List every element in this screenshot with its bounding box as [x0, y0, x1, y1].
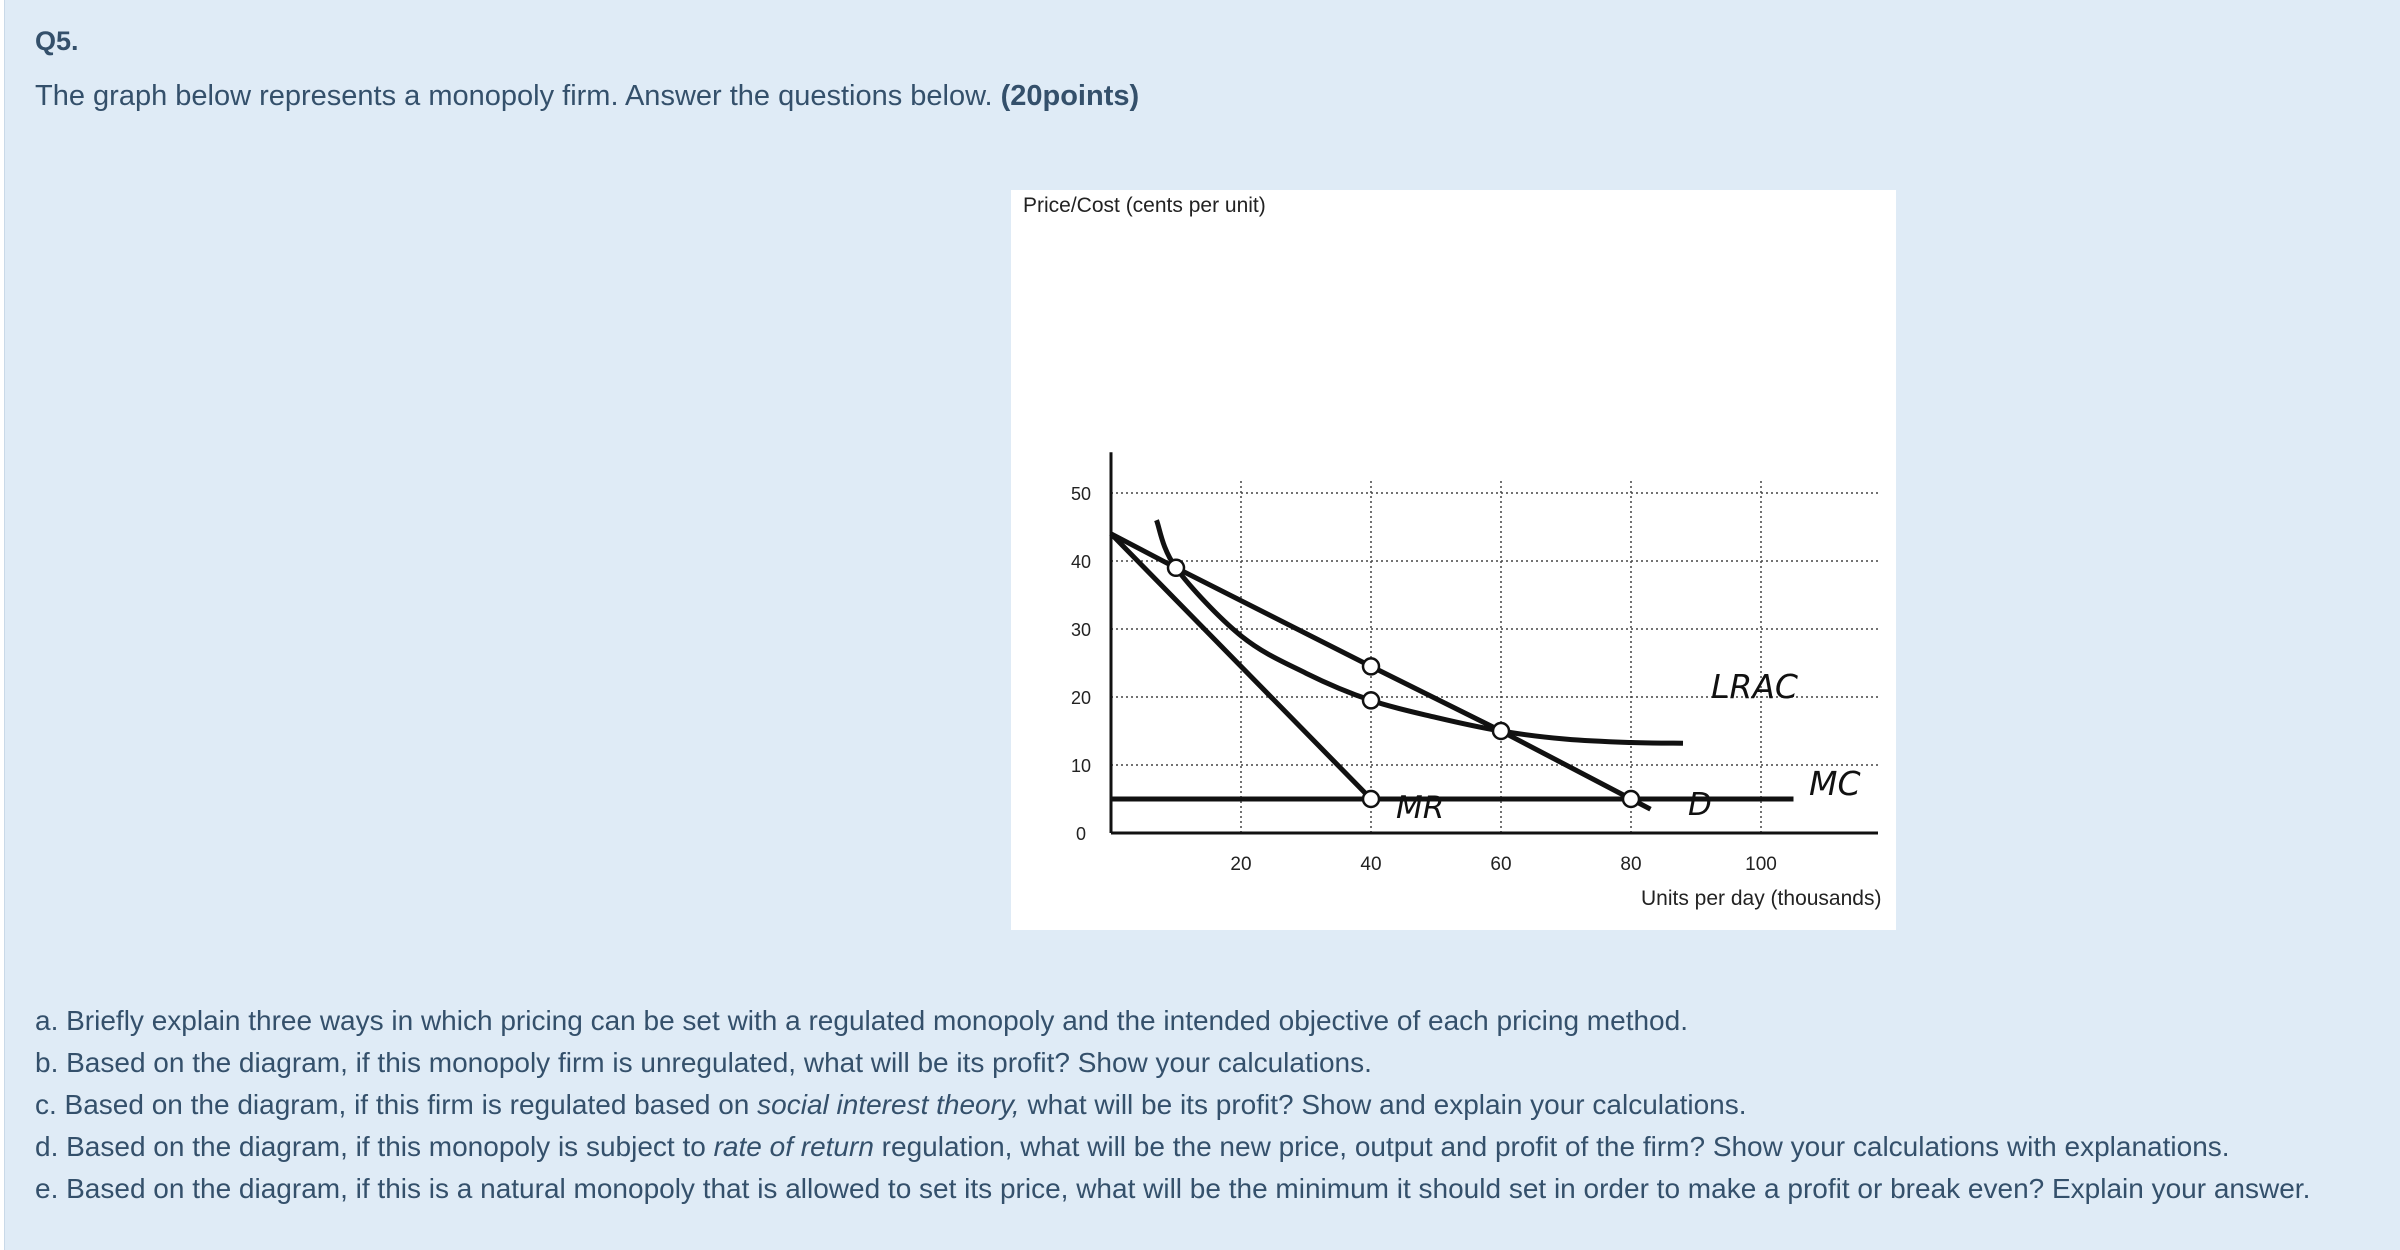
question-c: [35, 1084, 2310, 1126]
d-curve: [1111, 534, 1651, 809]
intersection-point: [1168, 560, 1184, 576]
monopoly-graph: [1011, 190, 1896, 930]
question-b: b. Based on the diagram, if this monopoly firm is unregulated, what will be its profit? Show your calculations.: [35, 1047, 1372, 1078]
curves: [1111, 520, 1794, 809]
question-panel: [4, 0, 2400, 1250]
question-list: [35, 1000, 2310, 1210]
social-interest-theory: social interest theory,: [757, 1089, 1020, 1120]
x-tick-label: 40: [1360, 854, 1382, 875]
mr-label: MR: [1396, 790, 1445, 826]
intersection-point: [1493, 723, 1509, 739]
intersection-point: [1363, 692, 1379, 708]
question-a: a. Briefly explain three ways in which pricing can be set with a regulated monopoly and the intended objective of each pricing method.: [35, 1005, 1688, 1036]
intersection-point: [1363, 791, 1379, 807]
question-c-text: c. Based on the diagram, if this firm is regulated based on: [35, 1089, 758, 1120]
question-d: [35, 1126, 2310, 1168]
chart-svg: [1011, 190, 1896, 930]
lrac-label: LRAC: [1711, 667, 1798, 706]
question-c-rest: what will be its profit? Show and explain your calculations.: [1019, 1089, 1747, 1120]
x-tick-label: 100: [1745, 854, 1777, 875]
d-label: D: [1688, 787, 1712, 823]
question-intro: [35, 80, 1139, 113]
intro-text: The graph below represents a monopoly firm. Answer the questions below.: [35, 80, 993, 112]
y-axis-label: Price/Cost (cents per unit): [1023, 194, 1266, 217]
grid-lines: [1111, 452, 1878, 833]
question-number: Q5.: [35, 26, 79, 56]
lrac-curve: [1157, 520, 1684, 743]
y-tick-label: 10: [1070, 756, 1092, 776]
x-tick-label: 80: [1620, 854, 1642, 875]
y-tick-label: 40: [1070, 552, 1092, 572]
y-tick-label: 0: [1075, 824, 1087, 844]
y-tick-label: 50: [1070, 484, 1092, 504]
x-tick-label: 20: [1230, 854, 1252, 875]
question-d-rest: regulation, what will be the new price, output and profit of the firm? Show your calculations with explanations.: [873, 1131, 2230, 1162]
points-label: (20points): [1000, 80, 1140, 112]
intersection-point: [1623, 791, 1639, 807]
question-d-text: d. Based on the diagram, if this monopoly is subject to: [35, 1131, 714, 1162]
mc-label: MC: [1809, 764, 1861, 803]
question-e: e. Based on the diagram, if this is a natural monopoly that is allowed to set its price, what will be the minimum it should set in order to make a profit or break even? Explain your answer.: [35, 1173, 2311, 1204]
x-tick-label: 60: [1490, 854, 1512, 875]
mr-curve: [1111, 534, 1374, 803]
y-tick-label: 20: [1070, 688, 1092, 708]
intersection-point: [1363, 658, 1379, 674]
x-axis-label: Units per day (thousands): [1641, 887, 1882, 910]
y-tick-label: 30: [1070, 620, 1092, 640]
rate-of-return: rate of return: [713, 1131, 874, 1162]
